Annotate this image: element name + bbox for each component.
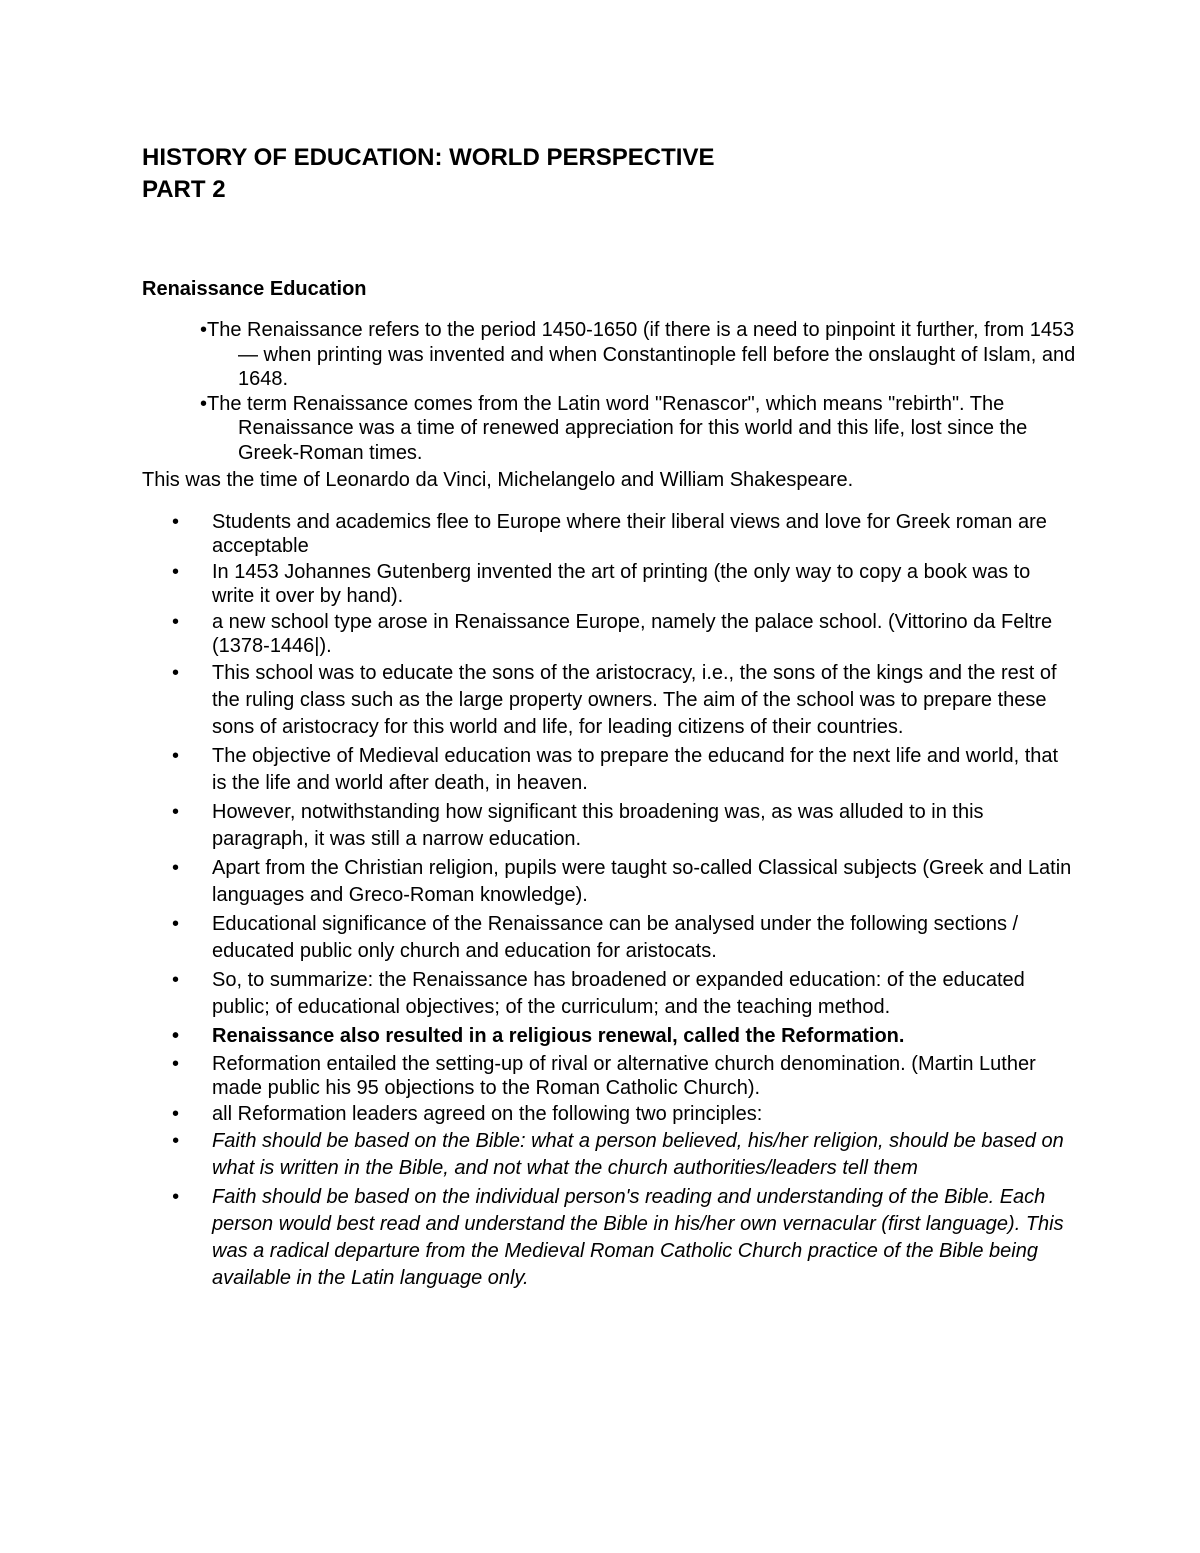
bullet-icon: • <box>172 511 180 533</box>
bullet-icon: • <box>172 801 180 823</box>
bullet-icon: • <box>172 561 180 583</box>
list-item <box>172 660 1072 741</box>
list-item-text: Students and academics flee to Europe where their liberal views and love for Greek roman are acceptable <box>212 511 1047 557</box>
list-item <box>172 1128 1072 1182</box>
list-item-text: Faith should be based on the Bible: what a person believed, his/her religion, should be based on what is written in the Bible, and not what the church authorities/leaders tell them <box>212 1130 1064 1179</box>
intro-list <box>200 318 1080 465</box>
bullet-icon: • <box>172 913 180 935</box>
list-item <box>172 799 1072 853</box>
bullet-icon: • <box>172 1130 180 1152</box>
list-item <box>172 855 1072 909</box>
bullet-icon: • <box>172 611 180 633</box>
list-item-text: a new school type arose in Renaissance Europe, namely the palace school. (Vittorino da Feltre (1378-1446|). <box>212 611 1053 657</box>
bullet-icon: • <box>172 857 180 879</box>
list-item <box>172 1052 1072 1100</box>
bullet-icon: • <box>172 1025 180 1047</box>
document-title <box>142 142 714 206</box>
list-item-text: Renaissance also resulted in a religious renewal, called the Reformation. <box>212 1025 905 1047</box>
list-item <box>172 610 1072 658</box>
bullet-icon: • <box>172 662 180 684</box>
era-paragraph: This was the time of Leonardo da Vinci, Michelangelo and William Shakespeare. <box>142 469 854 491</box>
bullet-icon: • <box>172 1103 180 1125</box>
bullet-list <box>172 510 1072 1294</box>
bullet-icon: • <box>172 1053 180 1075</box>
bullet-icon: • <box>172 1186 180 1208</box>
intro-item: •The term Renaissance comes from the Latin word "Renascor", which means "rebirth". The Renaissance was a time of renewed appreciation for this world and this life, lost since the Greek-Roman times. <box>200 392 1028 464</box>
list-item-text: However, notwithstanding how significant this broadening was, as was alluded to in this paragraph, it was still a narrow education. <box>212 801 984 850</box>
list-item-text: In 1453 Johannes Gutenberg invented the art of printing (the only way to copy a book was to write it over by hand). <box>212 561 1031 607</box>
list-item <box>172 967 1072 1021</box>
bullet-icon: • <box>172 969 180 991</box>
list-item-text: all Reformation leaders agreed on the following two principles: <box>212 1103 763 1125</box>
list-item-text: The objective of Medieval education was to prepare the educand for the next life and world, that is the life and world after death, in heaven. <box>212 745 1059 794</box>
list-item <box>172 911 1072 965</box>
list-item <box>172 510 1072 558</box>
list-item <box>172 1102 1072 1126</box>
intro-item: •The Renaissance refers to the period 1450-1650 (if there is a need to pinpoint it further, from 1453 — when printing was invented and when Constantinople fell before the onslaught of Islam, and 1648. <box>200 319 1076 390</box>
bullet-icon: • <box>172 745 180 767</box>
list-item-text: Apart from the Christian religion, pupils were taught so-called Classical subjects (Greek and Latin languages and Greco-Roman knowledge). <box>212 857 1072 906</box>
list-item <box>172 743 1072 797</box>
list-item <box>172 560 1072 608</box>
list-item <box>172 1184 1072 1292</box>
list-item-text: This school was to educate the sons of the aristocracy, i.e., the sons of the kings and the rest of the ruling class such as the large property owners. The aim of the school was to prepare these sons of aristocracy for this world and life, for leading citizens of their countries. <box>212 662 1057 738</box>
list-item-text: Reformation entailed the setting-up of rival or alternative church denomination. (Martin Luther made public his 95 objections to the Roman Catholic Church). <box>212 1053 1036 1099</box>
title-line-1: HISTORY OF EDUCATION: WORLD PERSPECTIVE <box>142 144 715 171</box>
list-item <box>172 1023 1072 1050</box>
section-heading: Renaissance Education <box>142 278 367 300</box>
list-item-text: Educational significance of the Renaissance can be analysed under the following sections / educated public only church and education for aristocats. <box>212 913 1019 962</box>
title-line-2: PART 2 <box>142 176 226 203</box>
list-item-text: So, to summarize: the Renaissance has broadened or expanded education: of the educated public; of educational objectives; of the curriculum; and the teaching method. <box>212 969 1025 1018</box>
list-item-text: Faith should be based on the individual person's reading and understanding of the Bible. Each person would best read and understand the Bible in his/her own vernacular (first language). This was a radical departure from the Medieval Roman Catholic Church practice of the Bible being available in the Latin language only. <box>212 1186 1064 1289</box>
